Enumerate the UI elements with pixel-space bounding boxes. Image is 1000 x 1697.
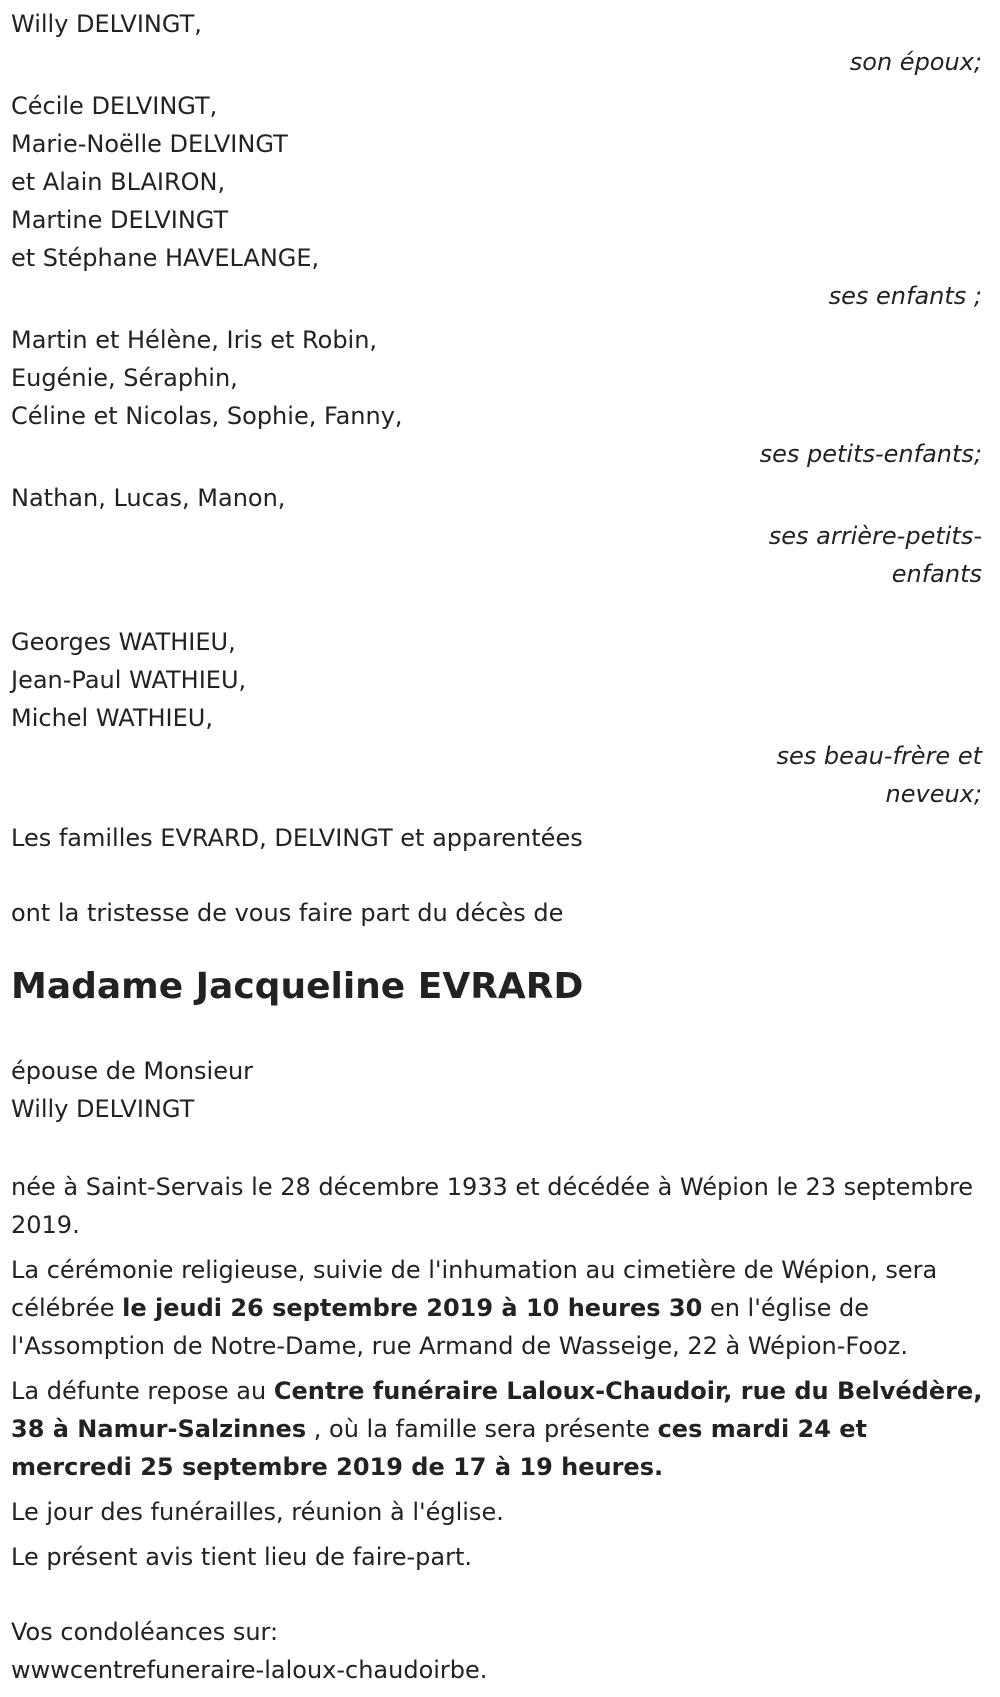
grandchild-names: Céline et Nicolas, Sophie, Fanny, [11,402,403,430]
grandchildren-group [11,321,991,473]
in-law-name: Georges WATHIEU, [11,628,236,656]
condolences-label: Vos condoléances sur: [11,1618,279,1646]
deceased-name: Madame Jacqueline EVRARD [11,966,584,1007]
ceremony-date: le jeudi 26 septembre 2019 à 10 heures 30 [122,1294,703,1322]
visitation-paragraph [11,1372,986,1486]
visitation-place: Centre funéraire Laloux-Chaudoir, rue du Belvédère, 38 à Namur-Salzinnes [11,1377,983,1443]
in-laws-relation: ses beau-frère et neveux; [776,742,982,808]
obituary-notice [11,5,991,1689]
child-name: Marie-Noëlle DELVINGT [11,130,288,158]
in-laws-group [11,623,991,813]
in-law-name: Michel WATHIEU, [11,704,213,732]
in-law-name: Jean-Paul WATHIEU, [11,666,247,694]
child-name: et Alain BLAIRON, [11,168,226,196]
children-relation: ses enfants ; [828,282,982,310]
notice-line: Le présent avis tient lieu de faire-part. [11,1543,473,1571]
spouse-of-line: épouse de Monsieur [11,1057,254,1085]
children-group [11,87,991,315]
spouse-group [11,5,991,81]
grandchildren-relation: ses petits-enfants; [759,440,982,468]
spouse-name: Willy DELVINGT, [11,10,202,38]
child-name: Cécile DELVINGT, [11,92,218,120]
visitation-text-middle: , où la famille sera présente [306,1415,658,1443]
grandchild-names: Martin et Hélène, Iris et Robin, [11,326,378,354]
ceremony-location: en l'église de l'Assomption de Notre-Dame, rue Armand de Wasseige, 22 à Wépion-Fooz. [11,1294,908,1360]
child-name: Martine DELVINGT [11,206,229,234]
visitation-text: La défunte repose au [11,1377,274,1405]
families-line: Les familles EVRARD, DELVINGT et apparentées [11,824,583,852]
child-name: et Stéphane HAVELANGE, [11,244,320,272]
great-grandchild-names: Nathan, Lucas, Manon, [11,484,286,512]
condolences-url[interactable]: wwwcentrefuneraire-laloux-chaudoirbe. [11,1656,488,1684]
spouse-relation: son époux; [849,48,982,76]
funeral-day-line: Le jour des funérailles, réunion à l'église. [11,1498,504,1526]
announcement-line: ont la tristesse de vous faire part du décès de [11,899,564,927]
grandchild-names: Eugénie, Séraphin, [11,364,238,392]
spouse-of-name: Willy DELVINGT [11,1095,195,1123]
ceremony-paragraph [11,1251,986,1365]
birth-death-paragraph: née à Saint-Servais le 28 décembre 1933 et décédée à Wépion le 23 septembre 2019. [11,1173,974,1239]
great-grandchildren-group [11,479,991,593]
great-grandchildren-relation: ses arrière-petits-enfants [768,522,982,588]
visitation-dates: ces mardi 24 et mercredi 25 septembre 2019 de 17 à 19 heures. [11,1415,868,1481]
ceremony-text: La cérémonie religieuse, suivie de l'inhumation au cimetière de Wépion, sera célébrée [11,1256,938,1322]
